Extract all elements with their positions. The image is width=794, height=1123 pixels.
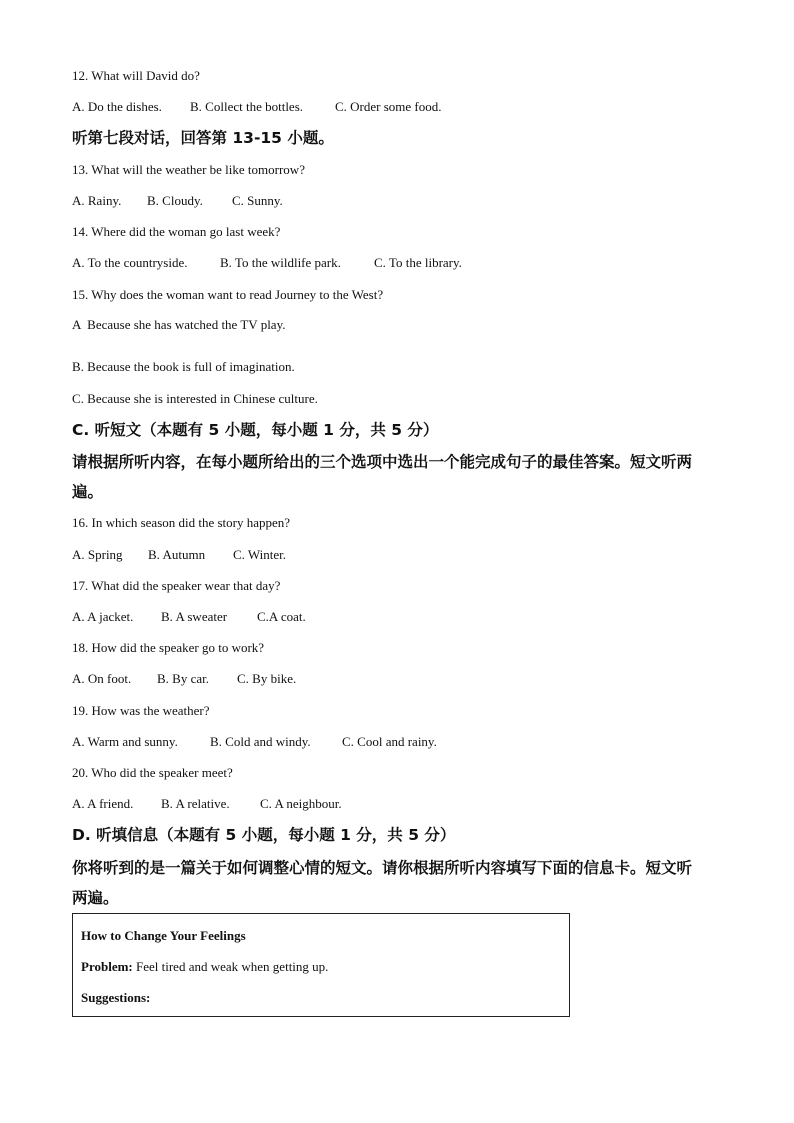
option-b: B. To the wildlife park. — [220, 255, 341, 270]
question-15-option-a: A Because she has watched the TV play. — [72, 317, 286, 332]
section-c-instruction-cont: 遍。 — [72, 483, 104, 501]
section-7-heading: 听第七段对话，回答第 13-15 小题。 — [72, 129, 334, 147]
question-20: 20. Who did the speaker meet? — [72, 765, 233, 780]
section-c-title: C. 听短文（本题有 5 小题，每小题 1 分，共 5 分） — [72, 421, 439, 439]
option-a: A. To the countryside. — [72, 255, 188, 270]
option-b: B. A sweater — [161, 609, 228, 624]
option-c: C. To the library. — [374, 255, 462, 270]
question-15-option-b: B. Because the book is full of imagination. — [72, 359, 295, 374]
problem-label: Problem: — [81, 959, 133, 974]
option-b: B. Cold and windy. — [210, 734, 311, 749]
option-c: C. Sunny. — [232, 193, 283, 208]
option-b: B. By car. — [157, 671, 209, 686]
option-b: B. A relative. — [161, 796, 230, 811]
question-16-options — [72, 547, 287, 563]
option-a: A. Warm and sunny. — [72, 734, 178, 749]
question-15: 15. Why does the woman want to read Journey to the West? — [72, 287, 384, 302]
question-14: 14. Where did the woman go last week? — [72, 224, 281, 239]
option-c: C. Order some food. — [335, 99, 442, 114]
option-b: B. Collect the bottles. — [190, 99, 304, 114]
question-16: 16. In which season did the story happen? — [72, 515, 291, 530]
question-19-options — [72, 734, 437, 750]
option-a: A. On foot. — [72, 671, 132, 686]
question-13: 13. What will the weather be like tomorrow? — [72, 162, 305, 177]
option-c: C. Cool and rainy. — [342, 734, 437, 749]
option-a: A. Rainy. — [72, 193, 122, 208]
option-c: C. A neighbour. — [260, 796, 342, 811]
question-19: 19. How was the weather? — [72, 703, 210, 718]
question-14-options — [72, 255, 462, 271]
option-b: B. Autumn — [148, 547, 206, 562]
question-12-options — [72, 99, 442, 115]
question-15-option-c: C. Because she is interested in Chinese culture. — [72, 391, 318, 406]
question-17: 17. What did the speaker wear that day? — [72, 578, 281, 593]
question-20-options — [72, 796, 342, 812]
option-a: A. A friend. — [72, 796, 134, 811]
question-18-options — [72, 671, 297, 687]
info-card-suggestions: Suggestions: — [81, 990, 151, 1005]
question-17-options — [72, 609, 306, 625]
section-c-instruction: 请根据所听内容，在每小题所给出的三个选项中选出一个能完成句子的最佳答案。短文听两 — [72, 453, 693, 471]
option-a: A. Spring — [72, 547, 123, 562]
section-d-instruction-cont: 两遍。 — [72, 889, 119, 907]
section-d-instruction: 你将听到的是一篇关于如何调整心情的短文。请你根据所听内容填写下面的信息卡。短文听 — [72, 859, 693, 877]
question-18: 18. How did the speaker go to work? — [72, 640, 265, 655]
option-c: C.A coat. — [257, 609, 306, 624]
option-c: C. Winter. — [233, 547, 287, 562]
question-13-options — [72, 193, 283, 209]
option-a: A. A jacket. — [72, 609, 134, 624]
option-c: C. By bike. — [237, 671, 297, 686]
question-12: 12. What will David do? — [72, 68, 200, 83]
info-card-problem — [81, 959, 328, 975]
option-a: A. Do the dishes. — [72, 99, 162, 114]
info-card — [72, 913, 570, 1017]
option-b: B. Cloudy. — [147, 193, 203, 208]
problem-text: Feel tired and weak when getting up. — [132, 959, 329, 974]
info-card-title: How to Change Your Feelings — [81, 928, 246, 943]
section-d-title: D. 听填信息（本题有 5 小题，每小题 1 分，共 5 分） — [72, 826, 456, 844]
